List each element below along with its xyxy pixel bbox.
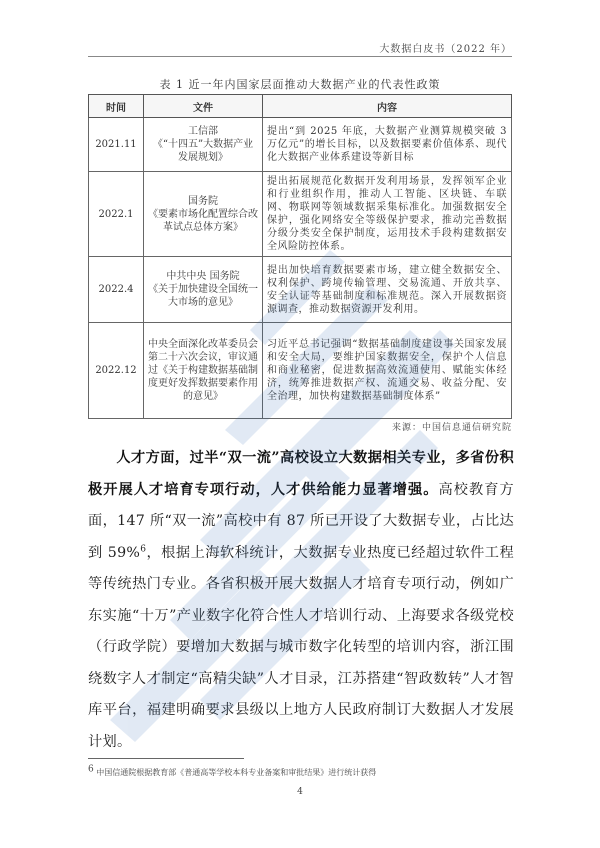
row-time: 2022.1 xyxy=(89,172,144,257)
column-header-content: 内容 xyxy=(263,95,512,118)
column-header-file: 文件 xyxy=(144,95,263,118)
row-file: 工信部 《“十四五”大数据产业发展规划》 xyxy=(144,118,263,172)
page-number: 4 xyxy=(297,787,303,797)
footnote-reference[interactable]: 6 xyxy=(140,543,147,554)
table-title: 表 1 近一年内国家层面推动大数据产业的代表性政策 xyxy=(159,78,441,91)
table-row xyxy=(89,172,512,257)
policy-table xyxy=(88,94,512,419)
row-file: 中央全面深化改革委员会第二十六次会议，审议通过《关于构建数据基础制度更好发挥数据要素作用的意见》 xyxy=(144,323,263,419)
table-header-row xyxy=(89,95,512,118)
footnote-divider xyxy=(88,758,244,759)
paragraph-lead: 人才方面，过半“双一流”高校设立大数据相关专业，多省份积极开展人才培育专项行动，人才供给能力显著增强。 xyxy=(88,450,514,498)
paragraph-text-b: ，根据上海软科统计，大数据专业热度已经超过软件工程等传统热门专业。各省积极开展大数据人才培育专项行动，例如广东实施“十万”产业数字化符合性人才培训行动、上海要求各级党校（行政学院）要增加大数据与城市数字化转型的培训内容，浙江围绕数字人才制定“高精尖缺”人才目录，江苏搭建“智政数转”人才智库平台，福建明确要求县级以上地方人民政府制订大数据人才发展计划。 xyxy=(88,544,514,750)
body-paragraph xyxy=(88,443,514,758)
table-row xyxy=(89,118,512,172)
table-row xyxy=(89,257,512,323)
table-row xyxy=(89,323,512,419)
row-content: 提出拓展规范化数据开发利用场景，发挥领军企业和行业组织作用，推动人工智能、区块链、车联网、物联网等领域数据采集标准化。加强数据安全保护，强化网络安全等级保护要求，推动完善数据分级分类安全保护制度，运用技术手段构建数据安全风险防控体系。 xyxy=(263,172,512,257)
row-time: 2022.4 xyxy=(89,257,144,323)
paragraph-text-a: 高校教育方面，147 所“双一流”高校中有 87 所已开设了大数据专业，占比达到 59% xyxy=(88,481,514,561)
row-content: 习近平总书记强调“数据基础制度建设事关国家发展和安全大局，要维护国家数据安全，保护个人信息和商业秘密，促进数据高效流通使用、赋能实体经济，统筹推进数据产权、流通交易、收益分配、安全治理，加快构建数据基础制度体系” xyxy=(263,323,512,419)
row-content: 提出“到 2025 年底，大数据产业测算规模突破 3 万亿元”的增长目标，以及数据要素价值体系、现代化大数据产业体系建设等新目标 xyxy=(263,118,512,172)
header-divider xyxy=(88,56,512,57)
footnote-text: 中国信通院根据教育部《普通高等学校本科专业备案和审批结果》进行统计获得 xyxy=(96,768,377,777)
footnote-marker: 6 xyxy=(88,764,94,775)
row-time: 2021.11 xyxy=(89,118,144,172)
row-file: 中共中央 国务院 《关于加快建设全国统一大市场的意见》 xyxy=(144,257,263,323)
table-source: 来源：中国信息通信研究院 xyxy=(391,423,512,433)
column-header-time: 时间 xyxy=(89,95,144,118)
row-time: 2022.12 xyxy=(89,323,144,419)
footnote xyxy=(88,764,518,778)
row-content: 提出加快培育数据要素市场，建立健全数据安全、权利保护、跨境传输管理、交易流通、开放共享、安全认证等基础制度和标准规范。深入开展数据资源调查，推动数据资源开发利用。 xyxy=(263,257,512,323)
row-file: 国务院 《要素市场化配置综合改革试点总体方案》 xyxy=(144,172,263,257)
running-header: 大数据白皮书（2022 年） xyxy=(379,44,512,55)
